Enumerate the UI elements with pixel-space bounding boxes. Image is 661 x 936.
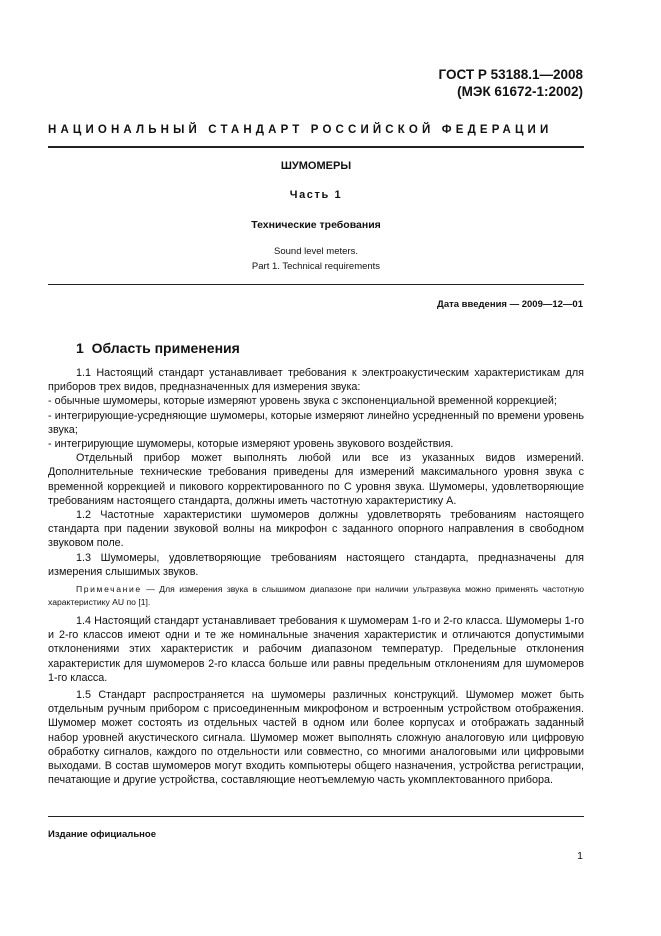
standard-code: ГОСТ Р 53188.1—2008 <box>438 67 583 82</box>
effective-date: Дата введения — 2009—12—01 <box>437 299 583 310</box>
english-title-line-1: Sound level meters. <box>274 246 358 257</box>
title-divider <box>48 284 584 285</box>
document-title: ШУМОМЕРЫ <box>280 160 352 172</box>
section-body <box>48 366 584 787</box>
paragraph-1-3: 1.3 Шумомеры, удовлетворяющие требованиям настоящего стандарта, предназначены для измерения слышимых звуков. <box>48 551 584 578</box>
list-item-integrating-averaging-meters: - интегрирующие-усредняющие шумомеры, которые измеряют линейно усредненный по времени уровень звука; <box>48 409 584 436</box>
national-standard-banner: НАЦИОНАЛЬНЫЙ СТАНДАРТ РОССИЙСКОЙ ФЕДЕРАЦИИ <box>48 124 553 136</box>
page-number: 1 <box>577 850 583 862</box>
official-edition-label: Издание официальное <box>48 829 156 840</box>
paragraph-1-2: 1.2 Частотные характеристики шумомеров должны удовлетворять требованиям настоящего стандарта при падении звуковой волны на микрофон с заданного опорного направления в свободном звуковом поле. <box>48 509 584 550</box>
section-number: 1 <box>76 340 84 356</box>
note-label: Примечание <box>76 584 142 595</box>
section-title: Область применения <box>91 340 240 356</box>
english-title-line-2: Part 1. Technical requirements <box>251 261 381 272</box>
top-divider <box>48 146 584 148</box>
paragraph-1-4: 1.4 Настоящий стандарт устанавливает требования к шумомерам 1-го и 2-го класса. Шумомеры 1-го и 2-го классов имеют одни и те же номинальные значения характеристик и отличаются допустимыми отклонениями этих характеристик и рабочим диапазоном температур. Предельные отклонения характеристик для шумомеров 2-го класса больше или равны предельным отклонениям для шумомеров 1-го класса. <box>48 615 584 684</box>
paragraph-1-1-continued: Отдельный прибор может выполнять любой или все из указанных видов измерений. Дополнительные технические требования приведены для измерений максимального уровня звука с временной коррекцией и пикового корректированного по C уровня звука. Шумомеры, удовлетворяющие требованиям настоящего стандарта, должны иметь частотную характеристику A. <box>48 452 584 507</box>
footer-divider <box>48 816 584 817</box>
note <box>48 583 584 609</box>
document-code-block <box>439 66 583 100</box>
note-text: — Для измерения звука в слышимом диапазоне при наличии ультразвука можно применять частотную характеристику AU по [1]. <box>48 584 584 608</box>
document-subtitle: Технические требования <box>251 219 381 231</box>
document-part: Часть 1 <box>289 189 343 201</box>
iec-code: (МЭК 61672-1:2002) <box>457 84 583 99</box>
list-item-integrating-meters: - интегрирующие шумомеры, которые измеряют уровень звукового воздействия. <box>48 438 454 451</box>
list-item-ordinary-meters: - обычные шумомеры, которые измеряют уровень звука с экспоненциальной временной коррекцией; <box>48 395 557 408</box>
section-heading <box>76 340 240 356</box>
paragraph-1-1: 1.1 Настоящий стандарт устанавливает требования к электроакустическим характеристикам для приборов трех видов, предназначенных для измерения звука: <box>48 367 584 394</box>
paragraph-1-5: 1.5 Стандарт распространяется на шумомеры различных конструкций. Шумомер может быть отдельным ручным прибором с присоединенным микрофоном и встроенным устройством отображения. Шумомер может состоять из отдельных частей в одном или более корпусах и отображать заданный набор уровней акустического сигнала. Шумомер может выполнять сложную аналоговую или цифровую обработку сигналов, каждого по отдельности или совместно, со многими аналоговыми или цифровыми выходами. В состав шумомеров могут входить компьютеры общего назначения, устройства регистрации, печатающие и другие устройства, составляющие неотъемлемую часть укомплектованного прибора. <box>48 689 584 787</box>
